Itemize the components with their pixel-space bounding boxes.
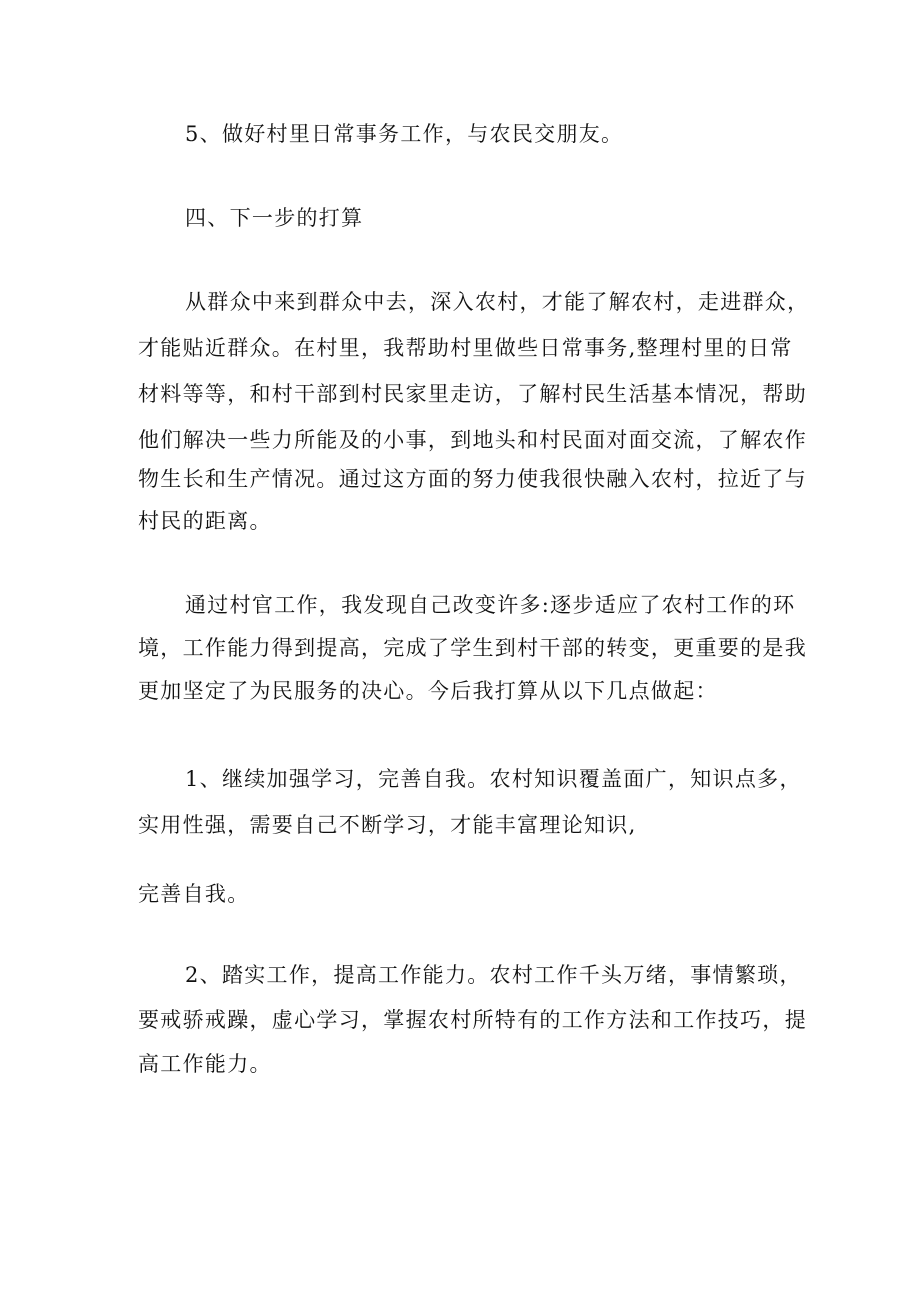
paragraph-line: 从群众中来到群众中去，深入农村，才能了解农村，走进群众， (185, 290, 810, 314)
paragraph-line: 才能贴近群众。在村里，我帮助村里做些日常事务,整理村里的日常 (138, 336, 793, 360)
paragraph-line: 物生长和生产情况。通过这方面的努力使我很快融入农村，拉近了与 (138, 467, 807, 491)
paragraph-line: 完善自我。 (138, 882, 250, 906)
paragraph-line: 实用性强，需要自己不断学习，才能丰富理论知识, (138, 813, 637, 837)
paragraph-line: 高工作能力。 (138, 1052, 272, 1076)
paragraph-line: 境，工作能力得到提高，完成了学生到村干部的转变，更重要的是我 (138, 636, 807, 660)
paragraph-line: 要戒骄戒躁，虚心学习，掌握农村所特有的工作方法和工作技巧，提 (138, 1008, 807, 1032)
paragraph-line: 材料等等，和村干部到村民家里走访，了解村民生活基本情况，帮助 (138, 382, 807, 406)
paragraph-line: 更加坚定了为民服务的决心。今后我打算从以下几点做起： (138, 679, 718, 703)
section-heading: 四、下一步的打算 (185, 206, 364, 230)
list-item-5: 5、做好村里日常事务工作，与农民交朋友。 (185, 122, 624, 146)
paragraph-line: 村民的距离。 (138, 509, 272, 533)
paragraph-line: 通过村官工作，我发现自己改变许多:逐步适应了农村工作的环 (185, 593, 796, 617)
list-item-1: 1、继续加强学习，完善自我。农村知识覆盖面广，知识点多， (185, 767, 802, 791)
paragraph-line: 他们解决一些力所能及的小事，到地头和村民面对面交流，了解农作 (138, 428, 807, 452)
list-item-2: 2、踏实工作，提高工作能力。农村工作千头万绪，事情繁琐， (185, 963, 802, 987)
